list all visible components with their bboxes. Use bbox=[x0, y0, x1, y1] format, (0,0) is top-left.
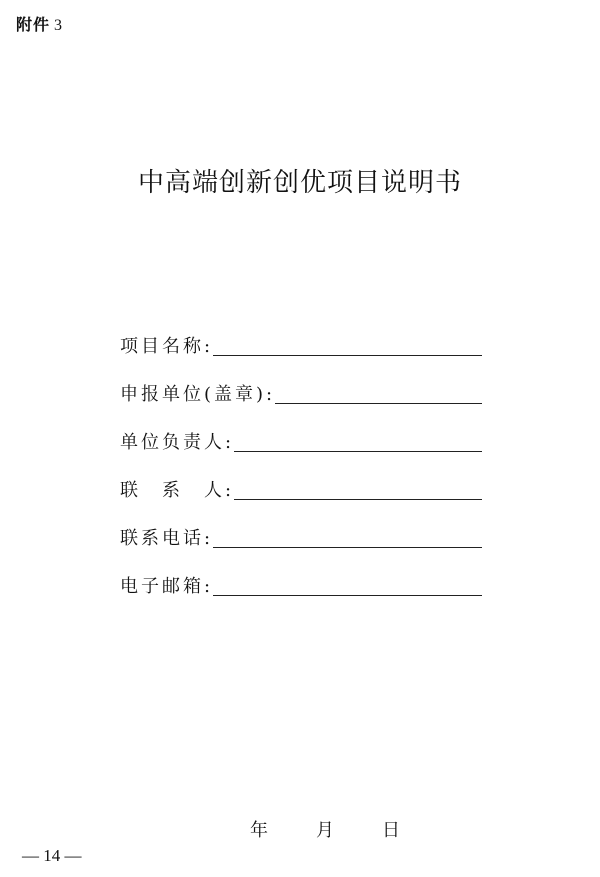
fill-line[interactable] bbox=[234, 431, 482, 452]
date-month: 月 bbox=[316, 820, 334, 841]
field-contact-phone bbox=[120, 502, 482, 550]
field-label: 联系电话: bbox=[120, 528, 214, 549]
date-year: 年 bbox=[250, 820, 268, 841]
fill-line[interactable] bbox=[213, 527, 482, 548]
document-title: 中高端创新创优项目说明书 bbox=[137, 168, 462, 198]
field-email bbox=[120, 550, 482, 598]
field-contact-person bbox=[120, 454, 482, 502]
page-number: — 14 — bbox=[22, 846, 82, 865]
attachment-label bbox=[16, 12, 63, 35]
field-label: 项目名称: bbox=[120, 336, 214, 357]
form-fields bbox=[120, 310, 482, 598]
field-unit-head bbox=[120, 406, 482, 454]
attachment-text: 附件 bbox=[16, 15, 51, 34]
field-applicant-unit bbox=[120, 358, 482, 406]
date-line bbox=[250, 816, 400, 842]
fill-line[interactable] bbox=[213, 575, 482, 596]
field-label: 联 系 人: bbox=[120, 480, 235, 501]
fill-line[interactable] bbox=[234, 479, 482, 500]
field-label: 电子邮箱: bbox=[120, 576, 214, 597]
fill-line[interactable] bbox=[213, 335, 482, 356]
fill-line[interactable] bbox=[275, 383, 482, 404]
field-label: 申报单位(盖章): bbox=[120, 384, 276, 405]
field-label: 单位负责人: bbox=[120, 432, 235, 453]
date-day: 日 bbox=[382, 820, 400, 841]
field-project-name bbox=[120, 310, 482, 358]
attachment-number: 3 bbox=[54, 17, 64, 34]
